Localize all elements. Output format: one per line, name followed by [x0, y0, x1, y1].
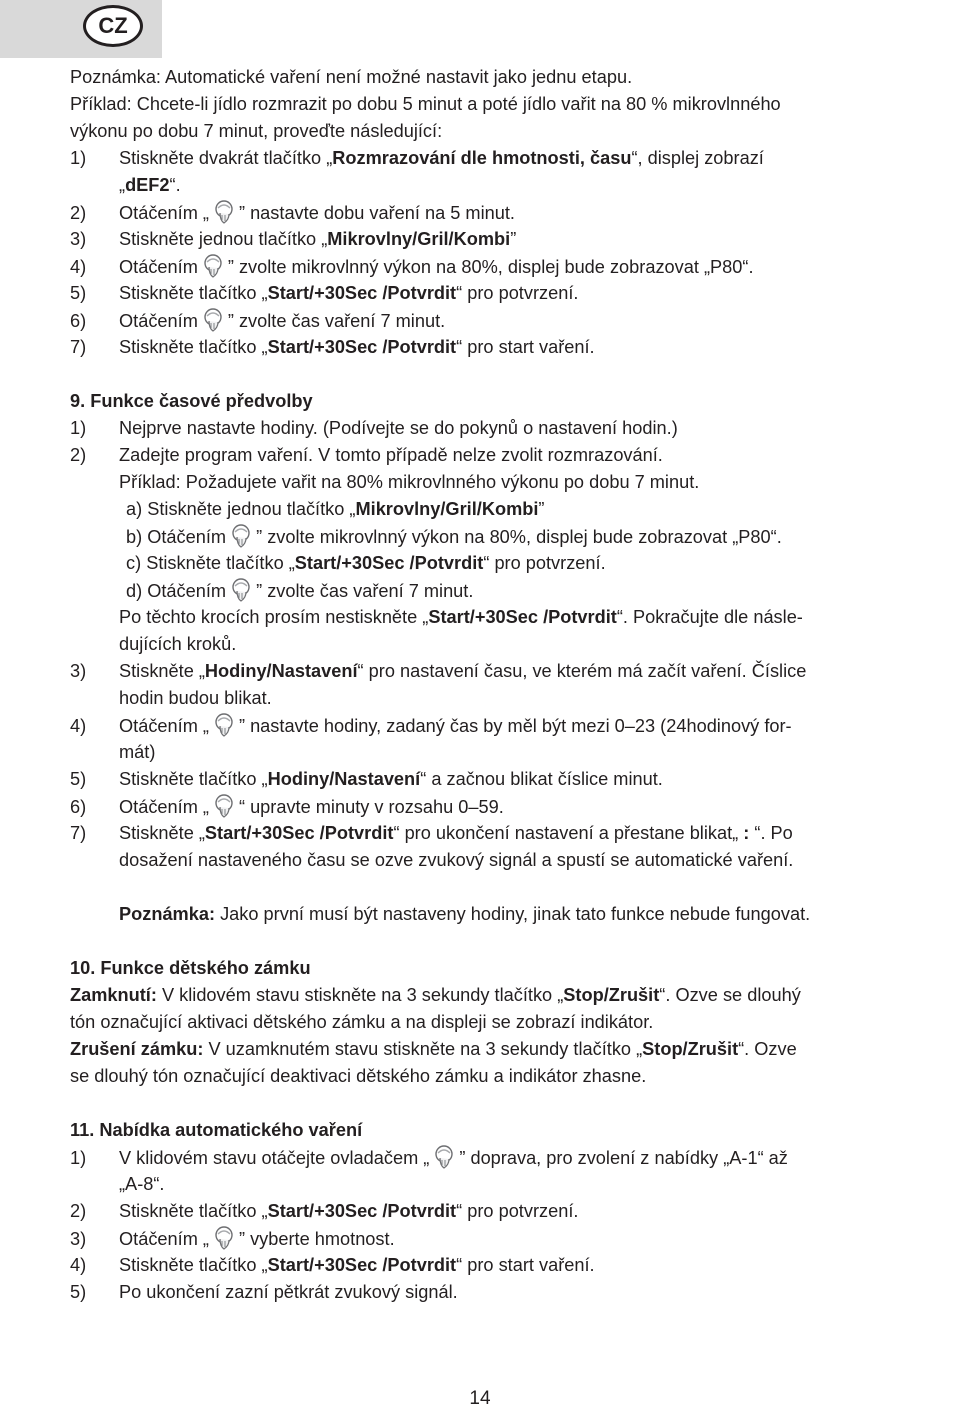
knob-icon: [211, 1225, 237, 1251]
knob-icon: [211, 712, 237, 738]
sec9-step-7-cont: dosažení nastaveného času se ozve zvukový signál a spustí se automatické vaření.: [119, 850, 794, 870]
sec11-step-5: 5) Po ukončení zazní pětkrát zvukový signál.: [70, 1282, 458, 1302]
sec9-substep-a: a) Stiskněte jednou tlačítko „Mikrovlny/Gril/Kombi”: [126, 499, 545, 519]
knob-icon: [228, 523, 254, 549]
sec11-step-1-cont: „A-8“.: [119, 1174, 165, 1194]
sec9-example: Příklad: Požadujete vařit na 80% mikrovlnného výkonu po dobu 7 minut.: [119, 472, 700, 492]
sec11-step-4: 4) Stiskněte tlačítko „Start/+30Sec /Potvrdit“ pro start vaření.: [70, 1255, 595, 1275]
button-name: Stop/Zrušit: [642, 1039, 739, 1059]
sec9-note: Poznámka: Jako první musí být nastaveny hodiny, jinak tato funkce nebude fungovat.: [119, 904, 811, 924]
sec10-unlock-cont: se dlouhý tón označující deaktivaci dětského zámku a indikátor zhasne.: [70, 1066, 647, 1086]
section-10-title: 10. Funkce dětského zámku: [70, 958, 311, 978]
sec9-after-cont: dujících kroků.: [119, 634, 237, 654]
button-name: Start/+30Sec /Potvrdit: [267, 1255, 457, 1275]
sec10-lock-cont: tón označující aktivaci dětského zámku a na displeji se zobrazí indikátor.: [70, 1012, 654, 1032]
button-name: Mikrovlny/Gril/Kombi: [355, 499, 539, 519]
sec10-unlock: Zrušení zámku: V uzamknutém stavu stiskněte na 3 sekundy tlačítko „Stop/Zrušit“. Ozve: [70, 1039, 797, 1059]
sec9-step-3: 3) Stiskněte „Hodiny/Nastavení“ pro nastavení času, ve kterém má začít vaření. Číslice: [70, 661, 807, 681]
sec11-step-2: 2) Stiskněte tlačítko „Start/+30Sec /Potvrdit“ pro potvrzení.: [70, 1201, 579, 1221]
page-content: [70, 64, 950, 1306]
intro-step-4: 4) Otáčením ” zvolte mikrovlnný výkon na 80%, displej bude zobrazovat „P80“.: [70, 253, 950, 280]
knob-icon: [211, 199, 237, 225]
intro-note: Poznámka: Automatické vaření není možné nastavit jako jednu etapu.: [70, 67, 633, 87]
intro-step-7: 7) Stiskněte tlačítko „Start/+30Sec /Potvrdit“ pro start vaření.: [70, 337, 595, 357]
button-name: Start/+30Sec /Potvrdit: [428, 607, 617, 627]
intro-step-6: 6) Otáčením ” zvolte čas vaření 7 minut.: [70, 307, 950, 334]
button-name: Start/+30Sec /Potvrdit: [204, 823, 394, 843]
language-badge: CZ: [83, 5, 143, 47]
section-9-title: 9. Funkce časové předvolby: [70, 391, 313, 411]
intro-step-1-cont: „dEF2“.: [119, 175, 181, 195]
display-code: dEF2: [125, 175, 170, 195]
button-name: Stop/Zrušit: [563, 985, 660, 1005]
button-name: Rozmrazování dle hmotnosti, času: [332, 148, 632, 168]
sec11-step-1: 1) V klidovém stavu otáčejte ovladačem „ ” doprava, pro zvolení z nabídky „A-1“ až: [70, 1144, 950, 1171]
button-name: Hodiny/Nastavení: [267, 769, 421, 789]
colon-symbol: :: [743, 823, 750, 843]
intro-step-2: 2) Otáčením „ ” nastavte dobu vaření na 5 minut.: [70, 199, 950, 226]
intro-step-5: 5) Stiskněte tlačítko „Start/+30Sec /Potvrdit“ pro potvrzení.: [70, 283, 579, 303]
intro-step-3: 3) Stiskněte jednou tlačítko „Mikrovlny/Gril/Kombi”: [70, 229, 517, 249]
knob-icon: [200, 307, 226, 333]
page-number: 14: [469, 1388, 491, 1409]
language-tab: [0, 0, 162, 58]
button-name: Start/+30Sec /Potvrdit: [294, 553, 484, 573]
sec9-step-5: 5) Stiskněte tlačítko „Hodiny/Nastavení“ a začnou blikat číslice minut.: [70, 769, 663, 789]
sec9-substep-b: b) Otáčením ” zvolte mikrovlnný výkon na 80%, displej bude zobrazovat „P80“.: [70, 523, 950, 550]
sec9-step-4-cont: mát): [119, 742, 156, 762]
button-name: Start/+30Sec /Potvrdit: [267, 1201, 457, 1221]
knob-icon: [431, 1144, 457, 1170]
knob-icon: [211, 793, 237, 819]
knob-icon: [228, 577, 254, 603]
button-name: Start/+30Sec /Potvrdit: [267, 283, 457, 303]
sec9-step-6: 6) Otáčením „ “ upravte minuty v rozsahu 0–59.: [70, 793, 950, 820]
button-name: Start/+30Sec /Potvrdit: [267, 337, 457, 357]
section-11-title: 11. Nabídka automatického vaření: [70, 1120, 363, 1140]
intro-step-1: 1) Stiskněte dvakrát tlačítko „Rozmrazování dle hmotnosti, času“, displej zobrazí: [70, 145, 950, 172]
sec9-step-1: 1) Nejprve nastavte hodiny. (Podívejte se do pokynů o nastavení hodin.): [70, 418, 678, 438]
sec9-after: Po těchto krocích prosím nestiskněte „Start/+30Sec /Potvrdit“. Pokračujte dle násle-: [119, 607, 803, 627]
step-number: 1): [70, 148, 87, 168]
button-name: Mikrovlny/Gril/Kombi: [327, 229, 511, 249]
sec10-lock: Zamknutí: V klidovém stavu stiskněte na 3 sekundy tlačítko „Stop/Zrušit“. Ozve se dlouhý: [70, 985, 801, 1005]
intro-example-cont: výkonu po dobu 7 minut, proveďte následující:: [70, 121, 443, 141]
sec9-substep-c: c) Stiskněte tlačítko „Start/+30Sec /Potvrdit“ pro potvrzení.: [126, 553, 606, 573]
sec9-substep-d: d) Otáčením ” zvolte čas vaření 7 minut.: [70, 577, 950, 604]
knob-icon: [200, 253, 226, 279]
intro-example: Příklad: Chcete-li jídlo rozmrazit po dobu 5 minut a poté jídlo vařit na 80 % mikrovlnného: [70, 94, 781, 114]
sec9-step-2: 2) Zadejte program vaření. V tomto případě nelze zvolit rozmrazování.: [70, 445, 663, 465]
sec9-step-7: 7) Stiskněte „Start/+30Sec /Potvrdit“ pro ukončení nastavení a přestane blikat„ : “. Po: [70, 823, 793, 843]
sec9-step-4: 4) Otáčením „ ” nastavte hodiny, zadaný čas by měl být mezi 0–23 (24hodinový for-: [70, 712, 950, 739]
sec9-step-3-cont: hodin budou blikat.: [119, 688, 272, 708]
button-name: Hodiny/Nastavení: [204, 661, 358, 681]
sec11-step-3: 3) Otáčením „ ” vyberte hmotnost.: [70, 1225, 950, 1252]
